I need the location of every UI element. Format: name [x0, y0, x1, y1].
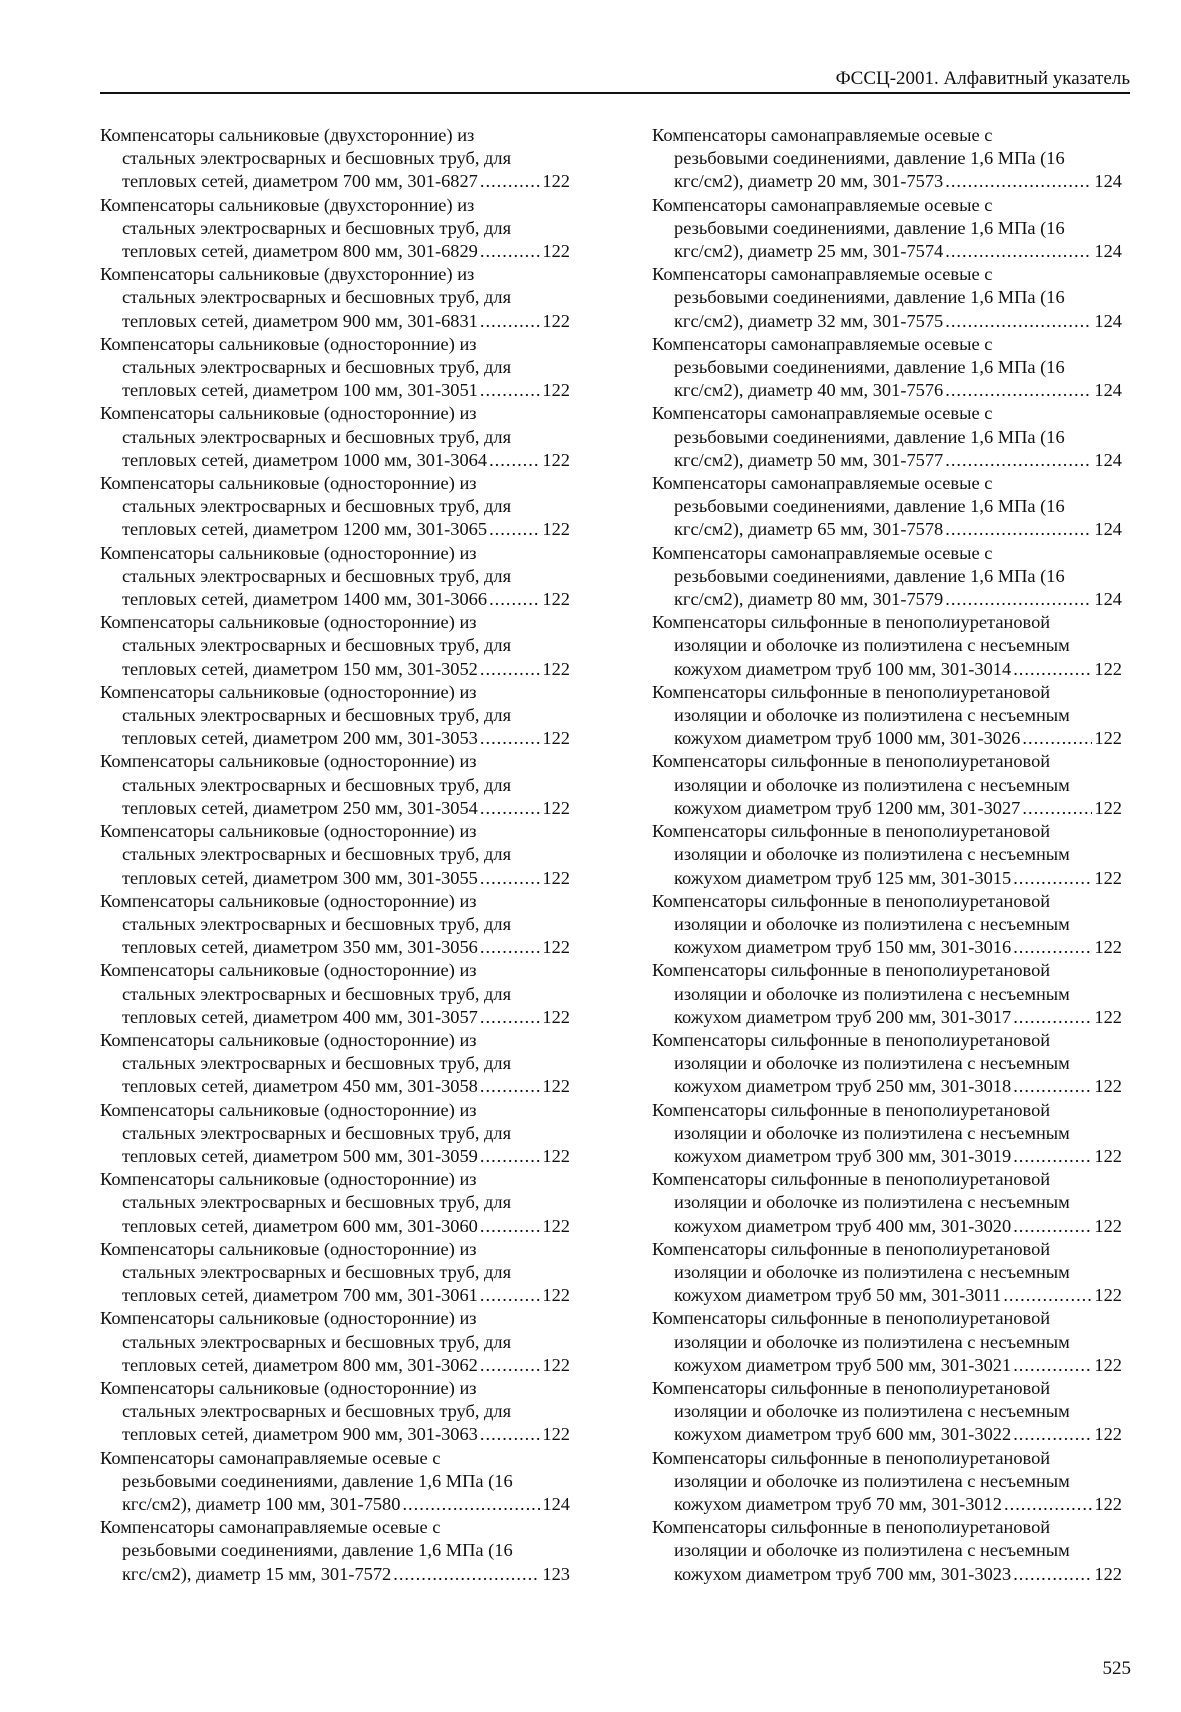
dot-leader — [1013, 936, 1092, 959]
header-rule — [100, 92, 1130, 94]
dot-leader — [1013, 1354, 1092, 1377]
index-entry-heading: Компенсаторы сальниковые (односторонние) из — [100, 1308, 477, 1329]
index-entry-last-line — [100, 936, 570, 959]
index-entry-last-line — [652, 1145, 1122, 1168]
dot-leader — [393, 1563, 540, 1586]
dot-leader — [1013, 1145, 1092, 1168]
index-entry-heading: Компенсаторы сильфонные в пенополиуретановой — [652, 821, 1051, 842]
index-entry-detail: тепловых сетей, диаметром 500 мм, 301-3059 — [122, 1145, 478, 1166]
index-entry-detail: тепловых сетей, диаметром 200 мм, 301-3053 — [122, 728, 478, 749]
index-entry-page: 122 — [1094, 658, 1122, 679]
index-entry-heading: Компенсаторы сильфонные в пенополиуретановой — [652, 1238, 1051, 1259]
index-entry-detail: тепловых сетей, диаметром 900 мм, 301-3063 — [122, 1424, 478, 1445]
index-entry-continuation: изоляции и оболочке из полиэтилена с несъемным — [674, 1122, 1070, 1143]
index-entry-page: 122 — [542, 589, 570, 610]
dot-leader — [1003, 1284, 1092, 1307]
index-entry-heading: Компенсаторы сальниковые (односторонние) из — [100, 612, 477, 633]
dot-leader — [1013, 1075, 1092, 1098]
index-entry — [652, 124, 1122, 194]
index-entry-page: 122 — [1094, 1493, 1122, 1514]
index-entry-page: 122 — [542, 171, 570, 192]
index-entry-heading: Компенсаторы сальниковые (односторонние) из — [100, 1169, 477, 1190]
index-entry-detail: кгс/см2), диаметр 20 мм, 301-7573 — [674, 171, 944, 192]
index-entry-continuation: изоляции и оболочке из полиэтилена с несъемным — [674, 1540, 1070, 1561]
index-entry-detail: тепловых сетей, диаметром 900 мм, 301-6831 — [122, 310, 478, 331]
index-entry-page: 122 — [542, 1285, 570, 1306]
index-entry-detail: кожухом диаметром труб 400 мм, 301-3020 — [674, 1215, 1012, 1236]
index-entry-continuation: стальных электросварных и бесшовных труб, для — [122, 1122, 512, 1143]
index-entry-detail: кожухом диаметром труб 1000 мм, 301-3026 — [674, 728, 1021, 749]
index-entry — [100, 820, 570, 890]
index-entry-last-line — [100, 588, 570, 611]
index-entry-last-line — [100, 240, 570, 263]
index-entry-page: 122 — [542, 937, 570, 958]
index-entry-heading: Компенсаторы самонаправляемые осевые с — [100, 1517, 441, 1538]
index-entry — [100, 333, 570, 403]
index-entry-page: 124 — [1094, 310, 1122, 331]
index-entry — [100, 1516, 570, 1586]
index-entry-last-line — [652, 1354, 1122, 1377]
index-entry-last-line — [100, 310, 570, 333]
dot-leader — [945, 240, 1092, 263]
index-entry-last-line — [652, 1563, 1122, 1586]
index-entry — [652, 1238, 1122, 1308]
index-entry-heading: Компенсаторы сальниковые (односторонние) из — [100, 960, 477, 981]
index-entry-last-line — [100, 727, 570, 750]
index-entry-heading: Компенсаторы сальниковые (односторонние) из — [100, 681, 477, 702]
index-entry-heading: Компенсаторы сальниковые (односторонние) из — [100, 890, 477, 911]
index-entry-page: 122 — [1094, 1563, 1122, 1584]
index-entry-heading: Компенсаторы самонаправляемые осевые с — [652, 125, 993, 145]
index-entry-last-line — [652, 797, 1122, 820]
index-entry-last-line — [100, 170, 570, 193]
index-entry-detail: кгс/см2), диаметр 25 мм, 301-7574 — [674, 241, 944, 262]
index-entry-continuation: стальных электросварных и бесшовных труб, для — [122, 496, 512, 517]
index-entry — [100, 472, 570, 542]
index-entry-continuation: резьбовыми соединениями, давление 1,6 МПа (16 — [122, 1540, 513, 1561]
index-entry-continuation: стальных электросварных и бесшовных труб, для — [122, 148, 512, 169]
index-entry-continuation: стальных электросварных и бесшовных труб, для — [122, 1053, 512, 1074]
index-entry-continuation: резьбовыми соединениями, давление 1,6 МПа (16 — [122, 1470, 513, 1491]
index-entry-last-line — [100, 1423, 570, 1446]
index-entry — [652, 542, 1122, 612]
index-entry-last-line — [652, 1215, 1122, 1238]
index-entry-last-line — [652, 1493, 1122, 1516]
dot-leader — [489, 588, 540, 611]
index-entry-heading: Компенсаторы сильфонные в пенополиуретановой — [652, 1099, 1051, 1120]
index-entry-continuation: стальных электросварных и бесшовных труб, для — [122, 705, 512, 726]
index-entry-detail: тепловых сетей, диаметром 800 мм, 301-6829 — [122, 241, 478, 262]
index-column-right — [652, 124, 1122, 1586]
index-entry-continuation: стальных электросварных и бесшовных труб, для — [122, 1192, 512, 1213]
index-entry-heading: Компенсаторы сильфонные в пенополиуретановой — [652, 612, 1051, 633]
index-entry-page: 122 — [1094, 1424, 1122, 1445]
index-entry-continuation: стальных электросварных и бесшовных труб, для — [122, 844, 512, 865]
index-entry-heading: Компенсаторы сальниковые (односторонние) из — [100, 473, 477, 494]
index-entry-detail: кгс/см2), диаметр 80 мм, 301-7579 — [674, 589, 944, 610]
index-entry-page: 122 — [542, 867, 570, 888]
page-number: 525 — [1102, 1658, 1131, 1679]
index-entry-page: 122 — [1094, 728, 1122, 749]
dot-leader — [480, 379, 541, 402]
index-entry-detail: тепловых сетей, диаметром 800 мм, 301-3062 — [122, 1354, 478, 1375]
dot-leader — [480, 727, 541, 750]
index-entry-continuation: резьбовыми соединениями, давление 1,6 МПа (16 — [674, 496, 1065, 517]
index-entry-last-line — [100, 449, 570, 472]
index-entry-detail: тепловых сетей, диаметром 300 мм, 301-3055 — [122, 867, 478, 888]
index-entry-heading: Компенсаторы сальниковые (односторонние) из — [100, 1099, 477, 1120]
index-entry-page: 122 — [542, 519, 570, 540]
index-entry-page: 122 — [542, 658, 570, 679]
index-entry-page: 122 — [1094, 1076, 1122, 1097]
dot-leader — [1013, 1563, 1092, 1586]
dot-leader — [945, 518, 1092, 541]
index-entry — [652, 1029, 1122, 1099]
index-entry-continuation: резьбовыми соединениями, давление 1,6 МПа (16 — [674, 148, 1065, 169]
index-entry-heading: Компенсаторы самонаправляемые осевые с — [652, 333, 993, 354]
index-entry-detail: тепловых сетей, диаметром 450 мм, 301-3058 — [122, 1076, 478, 1097]
dot-leader — [480, 1145, 541, 1168]
index-entry-continuation: изоляции и оболочке из полиэтилена с несъемным — [674, 1192, 1070, 1213]
index-entry-heading: Компенсаторы сальниковые (односторонние) из — [100, 403, 477, 424]
index-entry-last-line — [100, 797, 570, 820]
index-entry — [652, 1516, 1122, 1586]
dot-leader — [480, 310, 541, 333]
index-entry-detail: тепловых сетей, диаметром 1400 мм, 301-3066 — [122, 589, 488, 610]
index-entry-continuation: стальных электросварных и бесшовных труб, для — [122, 913, 512, 934]
index-entry-page: 122 — [542, 380, 570, 401]
index-entry-page: 122 — [542, 1006, 570, 1027]
dot-leader — [1013, 1215, 1092, 1238]
index-entry — [652, 333, 1122, 403]
index-entry-continuation: изоляции и оболочке из полиэтилена с несъемным — [674, 913, 1070, 934]
index-entry-detail: тепловых сетей, диаметром 250 мм, 301-3054 — [122, 797, 478, 818]
index-entry-page: 122 — [1094, 1215, 1122, 1236]
index-entry-continuation: резьбовыми соединениями, давление 1,6 МПа (16 — [674, 287, 1065, 308]
index-entry-detail: тепловых сетей, диаметром 1200 мм, 301-3065 — [122, 519, 488, 540]
index-entry-last-line — [652, 1006, 1122, 1029]
index-entry-last-line — [100, 518, 570, 541]
index-entry-last-line — [652, 449, 1122, 472]
index-entry-page: 122 — [1094, 1354, 1122, 1375]
index-entry-page: 124 — [1094, 380, 1122, 401]
index-entry-heading: Компенсаторы сильфонные в пенополиуретановой — [652, 1029, 1051, 1050]
dot-leader — [480, 1354, 541, 1377]
index-entry-continuation: стальных электросварных и бесшовных труб, для — [122, 1401, 512, 1422]
index-entry-last-line — [652, 1423, 1122, 1446]
index-entry-heading: Компенсаторы сильфонные в пенополиуретановой — [652, 1169, 1051, 1190]
index-entry-last-line — [652, 310, 1122, 333]
index-entry-detail: кгс/см2), диаметр 32 мм, 301-7575 — [674, 310, 944, 331]
dot-leader — [402, 1493, 540, 1516]
dot-leader — [1004, 1493, 1092, 1516]
index-entry-detail: тепловых сетей, диаметром 150 мм, 301-3052 — [122, 658, 478, 679]
index-entry-heading: Компенсаторы сильфонные в пенополиуретановой — [652, 1377, 1051, 1398]
index-entry-last-line — [652, 379, 1122, 402]
running-header: ФССЦ-2001. Алфавитный указатель — [835, 68, 1130, 89]
index-entry-heading: Компенсаторы сальниковые (односторонние) из — [100, 751, 477, 772]
index-entry-page: 124 — [1094, 241, 1122, 262]
dot-leader — [480, 170, 541, 193]
index-entry-heading: Компенсаторы сильфонные в пенополиуретановой — [652, 1308, 1051, 1329]
index-entry-continuation: изоляции и оболочке из полиэтилена с несъемным — [674, 1470, 1070, 1491]
index-entry-detail: тепловых сетей, диаметром 100 мм, 301-3051 — [122, 380, 478, 401]
index-entry-last-line — [652, 658, 1122, 681]
index-entry — [652, 402, 1122, 472]
index-entry-continuation: стальных электросварных и бесшовных труб, для — [122, 565, 512, 586]
index-entry-page: 122 — [542, 449, 570, 470]
dot-leader — [480, 797, 541, 820]
index-entry-last-line — [100, 867, 570, 890]
index-entry-last-line — [100, 1215, 570, 1238]
dot-leader — [945, 449, 1092, 472]
index-entry-detail: кожухом диаметром труб 100 мм, 301-3014 — [674, 658, 1012, 679]
index-entry — [652, 263, 1122, 333]
index-entry — [652, 890, 1122, 960]
index-entry-heading: Компенсаторы самонаправляемые осевые с — [100, 1447, 441, 1468]
index-entry — [652, 1447, 1122, 1517]
index-entry-continuation: стальных электросварных и бесшовных труб, для — [122, 983, 512, 1004]
index-entry-detail: кожухом диаметром труб 200 мм, 301-3017 — [674, 1006, 1012, 1027]
index-entry-heading: Компенсаторы сильфонные в пенополиуретановой — [652, 1517, 1051, 1538]
index-entry-detail: тепловых сетей, диаметром 350 мм, 301-3056 — [122, 937, 478, 958]
dot-leader — [480, 867, 541, 890]
index-entry-page: 124 — [542, 1493, 570, 1514]
index-entry-detail: кожухом диаметром труб 250 мм, 301-3018 — [674, 1076, 1012, 1097]
index-entry-continuation: стальных электросварных и бесшовных труб, для — [122, 217, 512, 238]
index-entry-last-line — [652, 518, 1122, 541]
index-entry — [652, 1168, 1122, 1238]
index-entry-heading: Компенсаторы сальниковые (односторонние) из — [100, 1029, 477, 1050]
index-entry-page: 122 — [1094, 1006, 1122, 1027]
index-entry-page: 122 — [1094, 937, 1122, 958]
index-entry-detail: кожухом диаметром труб 300 мм, 301-3019 — [674, 1145, 1012, 1166]
index-entry-continuation: резьбовыми соединениями, давление 1,6 МПа (16 — [674, 426, 1065, 447]
index-entry — [652, 959, 1122, 1029]
index-entry-last-line — [652, 588, 1122, 611]
index-entry-continuation: изоляции и оболочке из полиэтилена с несъемным — [674, 635, 1070, 656]
dot-leader — [945, 588, 1092, 611]
index-entry-page: 122 — [542, 728, 570, 749]
index-entry-detail: тепловых сетей, диаметром 700 мм, 301-6827 — [122, 171, 478, 192]
index-entry — [100, 263, 570, 333]
index-entry-heading: Компенсаторы сильфонные в пенополиуретановой — [652, 1447, 1051, 1468]
index-entry — [100, 890, 570, 960]
dot-leader — [480, 936, 541, 959]
index-entry-page: 122 — [1094, 867, 1122, 888]
index-entry-heading: Компенсаторы сильфонные в пенополиуретановой — [652, 751, 1051, 772]
index-entry — [100, 1029, 570, 1099]
index-entry-heading: Компенсаторы сальниковые (односторонние) из — [100, 1377, 477, 1398]
index-entry-last-line — [100, 379, 570, 402]
index-entry-last-line — [100, 1006, 570, 1029]
index-entry — [100, 611, 570, 681]
index-entry-page: 122 — [542, 1354, 570, 1375]
index-entry-page: 123 — [542, 1563, 570, 1584]
index-entry-page: 122 — [542, 797, 570, 818]
dot-leader — [1013, 1006, 1092, 1029]
dot-leader — [945, 170, 1092, 193]
index-entry — [100, 681, 570, 751]
index-entry-last-line — [652, 240, 1122, 263]
index-entry-continuation: стальных электросварных и бесшовных труб, для — [122, 635, 512, 656]
index-entry — [100, 1447, 570, 1517]
index-entry — [652, 681, 1122, 751]
index-entry-detail: тепловых сетей, диаметром 700 мм, 301-3061 — [122, 1285, 478, 1306]
index-entry — [100, 1168, 570, 1238]
index-entry-heading: Компенсаторы самонаправляемые осевые с — [652, 194, 993, 215]
dot-leader — [1013, 1423, 1092, 1446]
index-entry-detail: кожухом диаметром труб 1200 мм, 301-3027 — [674, 797, 1021, 818]
index-entry — [652, 194, 1122, 264]
index-entry-continuation: изоляции и оболочке из полиэтилена с несъемным — [674, 1401, 1070, 1422]
index-entry-last-line — [100, 1354, 570, 1377]
dot-leader — [1013, 867, 1092, 890]
index-entry — [100, 124, 570, 194]
index-entry — [100, 1307, 570, 1377]
index-entry — [100, 750, 570, 820]
index-entry-continuation: стальных электросварных и бесшовных труб, для — [122, 774, 512, 795]
index-entry — [652, 1377, 1122, 1447]
index-entry — [100, 542, 570, 612]
index-entry-detail: кгс/см2), диаметр 50 мм, 301-7577 — [674, 449, 944, 470]
index-entry-continuation: изоляции и оболочке из полиэтилена с несъемным — [674, 1053, 1070, 1074]
index-entry-heading: Компенсаторы сильфонные в пенополиуретановой — [652, 681, 1051, 702]
index-entry-last-line — [652, 727, 1122, 750]
index-entry-detail: кожухом диаметром труб 70 мм, 301-3012 — [674, 1493, 1002, 1514]
index-entry — [652, 1099, 1122, 1169]
index-entry — [652, 820, 1122, 890]
index-entry-heading: Компенсаторы сальниковые (двухсторонние) из — [100, 125, 475, 145]
index-entry-detail: кожухом диаметром труб 125 мм, 301-3015 — [674, 867, 1012, 888]
index-entry-heading: Компенсаторы сальниковые (односторонние) из — [100, 821, 477, 842]
index-entry-continuation: изоляции и оболочке из полиэтилена с несъемным — [674, 1331, 1070, 1352]
dot-leader — [1022, 797, 1092, 820]
dot-leader — [480, 1423, 541, 1446]
index-entry-last-line — [652, 1075, 1122, 1098]
index-entry-detail: кожухом диаметром труб 700 мм, 301-3023 — [674, 1563, 1012, 1584]
index-entry — [100, 402, 570, 472]
index-entry-page: 122 — [542, 1145, 570, 1166]
index-entry-continuation: стальных электросварных и бесшовных труб, для — [122, 1261, 512, 1282]
dot-leader — [480, 1006, 541, 1029]
dot-leader — [480, 658, 541, 681]
dot-leader — [945, 379, 1092, 402]
index-entry-detail: тепловых сетей, диаметром 1000 мм, 301-3064 — [122, 449, 488, 470]
index-entry-continuation: резьбовыми соединениями, давление 1,6 МПа (16 — [674, 565, 1065, 586]
index-entry-continuation: изоляции и оболочке из полиэтилена с несъемным — [674, 774, 1070, 795]
index-entry-page: 124 — [1094, 589, 1122, 610]
index-entry-detail: кгс/см2), диаметр 100 мм, 301-7580 — [122, 1493, 401, 1514]
index-entry-last-line — [652, 1284, 1122, 1307]
index-entry-continuation: стальных электросварных и бесшовных труб, для — [122, 1331, 512, 1352]
index-entry-continuation: стальных электросварных и бесшовных труб, для — [122, 287, 512, 308]
index-entry-page: 122 — [542, 1424, 570, 1445]
index-entry-page: 122 — [542, 241, 570, 262]
index-entry-page: 122 — [1094, 1145, 1122, 1166]
index-entry-last-line — [652, 867, 1122, 890]
dot-leader — [1022, 727, 1092, 750]
index-entry — [100, 1238, 570, 1308]
index-entry — [652, 611, 1122, 681]
index-entry-heading: Компенсаторы сильфонные в пенополиуретановой — [652, 960, 1051, 981]
index-entry-continuation: изоляции и оболочке из полиэтилена с несъемным — [674, 844, 1070, 865]
index-entry — [652, 750, 1122, 820]
index-entry — [652, 472, 1122, 542]
dot-leader — [489, 449, 540, 472]
index-entry-last-line — [100, 1145, 570, 1168]
index-entry-last-line — [100, 658, 570, 681]
index-entry-page: 122 — [542, 310, 570, 331]
index-entry-heading: Компенсаторы сальниковые (односторонние) из — [100, 542, 477, 563]
index-entry-detail: кожухом диаметром труб 500 мм, 301-3021 — [674, 1354, 1012, 1375]
index-entry — [100, 1099, 570, 1169]
dot-leader — [489, 518, 540, 541]
index-column-left — [100, 124, 570, 1586]
dot-leader — [1013, 658, 1092, 681]
index-entry-heading: Компенсаторы самонаправляемые осевые с — [652, 264, 993, 285]
index-entry-continuation: стальных электросварных и бесшовных труб, для — [122, 426, 512, 447]
index-entry-heading: Компенсаторы сальниковые (двухсторонние) из — [100, 264, 475, 285]
index-entry-page: 122 — [1094, 797, 1122, 818]
index-entry-heading: Компенсаторы самонаправляемые осевые с — [652, 403, 993, 424]
index-entry-detail: тепловых сетей, диаметром 400 мм, 301-3057 — [122, 1006, 478, 1027]
index-entry-continuation: резьбовыми соединениями, давление 1,6 МПа (16 — [674, 217, 1065, 238]
dot-leader — [480, 1284, 541, 1307]
index-entry-page: 122 — [1094, 1285, 1122, 1306]
index-entry-heading: Компенсаторы самонаправляемые осевые с — [652, 542, 993, 563]
index-entry-detail: кгс/см2), диаметр 15 мм, 301-7572 — [122, 1563, 392, 1584]
index-entry-last-line — [100, 1075, 570, 1098]
index-entry-last-line — [100, 1493, 570, 1516]
index-entry-continuation: изоляции и оболочке из полиэтилена с несъемным — [674, 983, 1070, 1004]
index-entry — [652, 1307, 1122, 1377]
index-entry-detail: кгс/см2), диаметр 40 мм, 301-7576 — [674, 380, 944, 401]
index-entry-page: 122 — [542, 1076, 570, 1097]
index-entry-continuation: изоляции и оболочке из полиэтилена с несъемным — [674, 1261, 1070, 1282]
index-entry-last-line — [652, 936, 1122, 959]
dot-leader — [480, 1075, 541, 1098]
index-entry-page: 124 — [1094, 519, 1122, 540]
index-entry-page: 124 — [1094, 449, 1122, 470]
index-entry-heading: Компенсаторы сальниковые (односторонние) из — [100, 1238, 477, 1259]
dot-leader — [945, 310, 1092, 333]
index-entry-continuation: стальных электросварных и бесшовных труб, для — [122, 357, 512, 378]
index-entry-detail: кожухом диаметром труб 150 мм, 301-3016 — [674, 937, 1012, 958]
index-entry — [100, 959, 570, 1029]
index-entry — [100, 194, 570, 264]
index-entry-heading: Компенсаторы сильфонные в пенополиуретановой — [652, 890, 1051, 911]
index-entry-page: 124 — [1094, 171, 1122, 192]
index-entry-heading: Компенсаторы самонаправляемые осевые с — [652, 473, 993, 494]
index-entry-continuation: резьбовыми соединениями, давление 1,6 МПа (16 — [674, 357, 1065, 378]
index-entry-detail: кожухом диаметром труб 50 мм, 301-3011 — [674, 1285, 1002, 1306]
index-entry-detail: кожухом диаметром труб 600 мм, 301-3022 — [674, 1424, 1012, 1445]
dot-leader — [480, 240, 541, 263]
index-entry-last-line — [652, 170, 1122, 193]
index-entry-heading: Компенсаторы сальниковые (односторонние) из — [100, 333, 477, 354]
index-entry-last-line — [100, 1284, 570, 1307]
index-entry-page: 122 — [542, 1215, 570, 1236]
index-entry-continuation: изоляции и оболочке из полиэтилена с несъемным — [674, 705, 1070, 726]
index-entry-detail: тепловых сетей, диаметром 600 мм, 301-3060 — [122, 1215, 478, 1236]
index-entry-last-line — [100, 1563, 570, 1586]
index-entry — [100, 1377, 570, 1447]
index-entry-detail: кгс/см2), диаметр 65 мм, 301-7578 — [674, 519, 944, 540]
index-entry-heading: Компенсаторы сальниковые (двухсторонние) из — [100, 194, 475, 215]
dot-leader — [480, 1215, 541, 1238]
